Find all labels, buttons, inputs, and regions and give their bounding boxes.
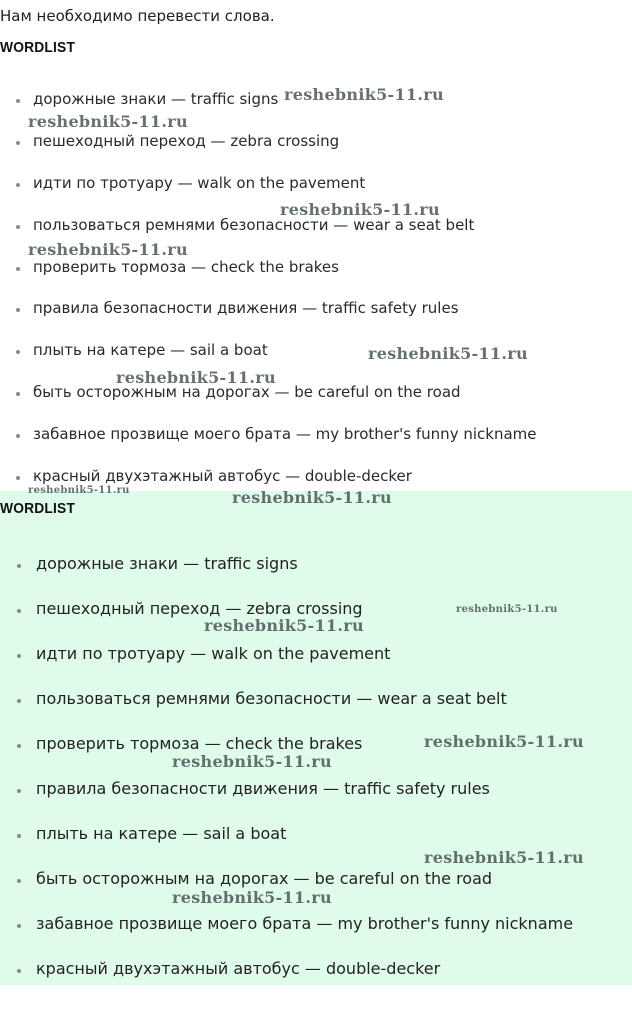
watermark: reshebnik5-11.ru: [368, 344, 528, 363]
bullet-icon: [17, 564, 21, 568]
bullet-icon: [17, 879, 21, 883]
bullet-icon: [17, 969, 21, 973]
watermark: reshebnik5-11.ru: [172, 752, 332, 771]
watermark: reshebnik5-11.ru: [116, 368, 276, 387]
watermark: reshebnik5-11.ru: [280, 200, 440, 219]
watermark: reshebnik5-11.ru: [204, 616, 364, 635]
bullet-icon: [17, 654, 21, 658]
watermark: reshebnik5-11.ru: [232, 488, 392, 507]
bullet-icon: [17, 699, 21, 703]
watermark: reshebnik5-11.ru: [172, 888, 332, 907]
watermark: reshebnik5-11.ru: [284, 85, 444, 104]
bullet-icon: [16, 434, 20, 438]
watermark: reshebnik5-11.ru: [28, 485, 130, 496]
watermark: reshebnik5-11.ru: [424, 732, 584, 751]
bullet-icon: [16, 392, 20, 396]
bullet-icon: [16, 99, 20, 103]
bullet-icon: [17, 834, 21, 838]
watermark: reshebnik5-11.ru: [424, 848, 584, 867]
bullet-icon: [16, 308, 20, 312]
bullet-icon: [17, 924, 21, 928]
bullet-icon: [16, 141, 20, 145]
bullet-icon: [16, 476, 20, 480]
bullet-icon: [17, 609, 21, 613]
bullet-icon: [17, 744, 21, 748]
bullet-icon: [16, 350, 20, 354]
watermark: reshebnik5-11.ru: [456, 604, 558, 615]
bullet-icon: [16, 225, 20, 229]
intro-text: Нам необходимо перевести слова.: [0, 7, 275, 25]
watermark: reshebnik5-11.ru: [28, 112, 188, 131]
bullet-icon: [17, 789, 21, 793]
watermark: reshebnik5-11.ru: [28, 240, 188, 259]
wordlist-heading-2: WORDLIST: [0, 500, 76, 517]
wordlist-heading: WORDLIST: [0, 39, 76, 56]
bullet-icon: [16, 267, 20, 271]
bullet-icon: [16, 183, 20, 187]
